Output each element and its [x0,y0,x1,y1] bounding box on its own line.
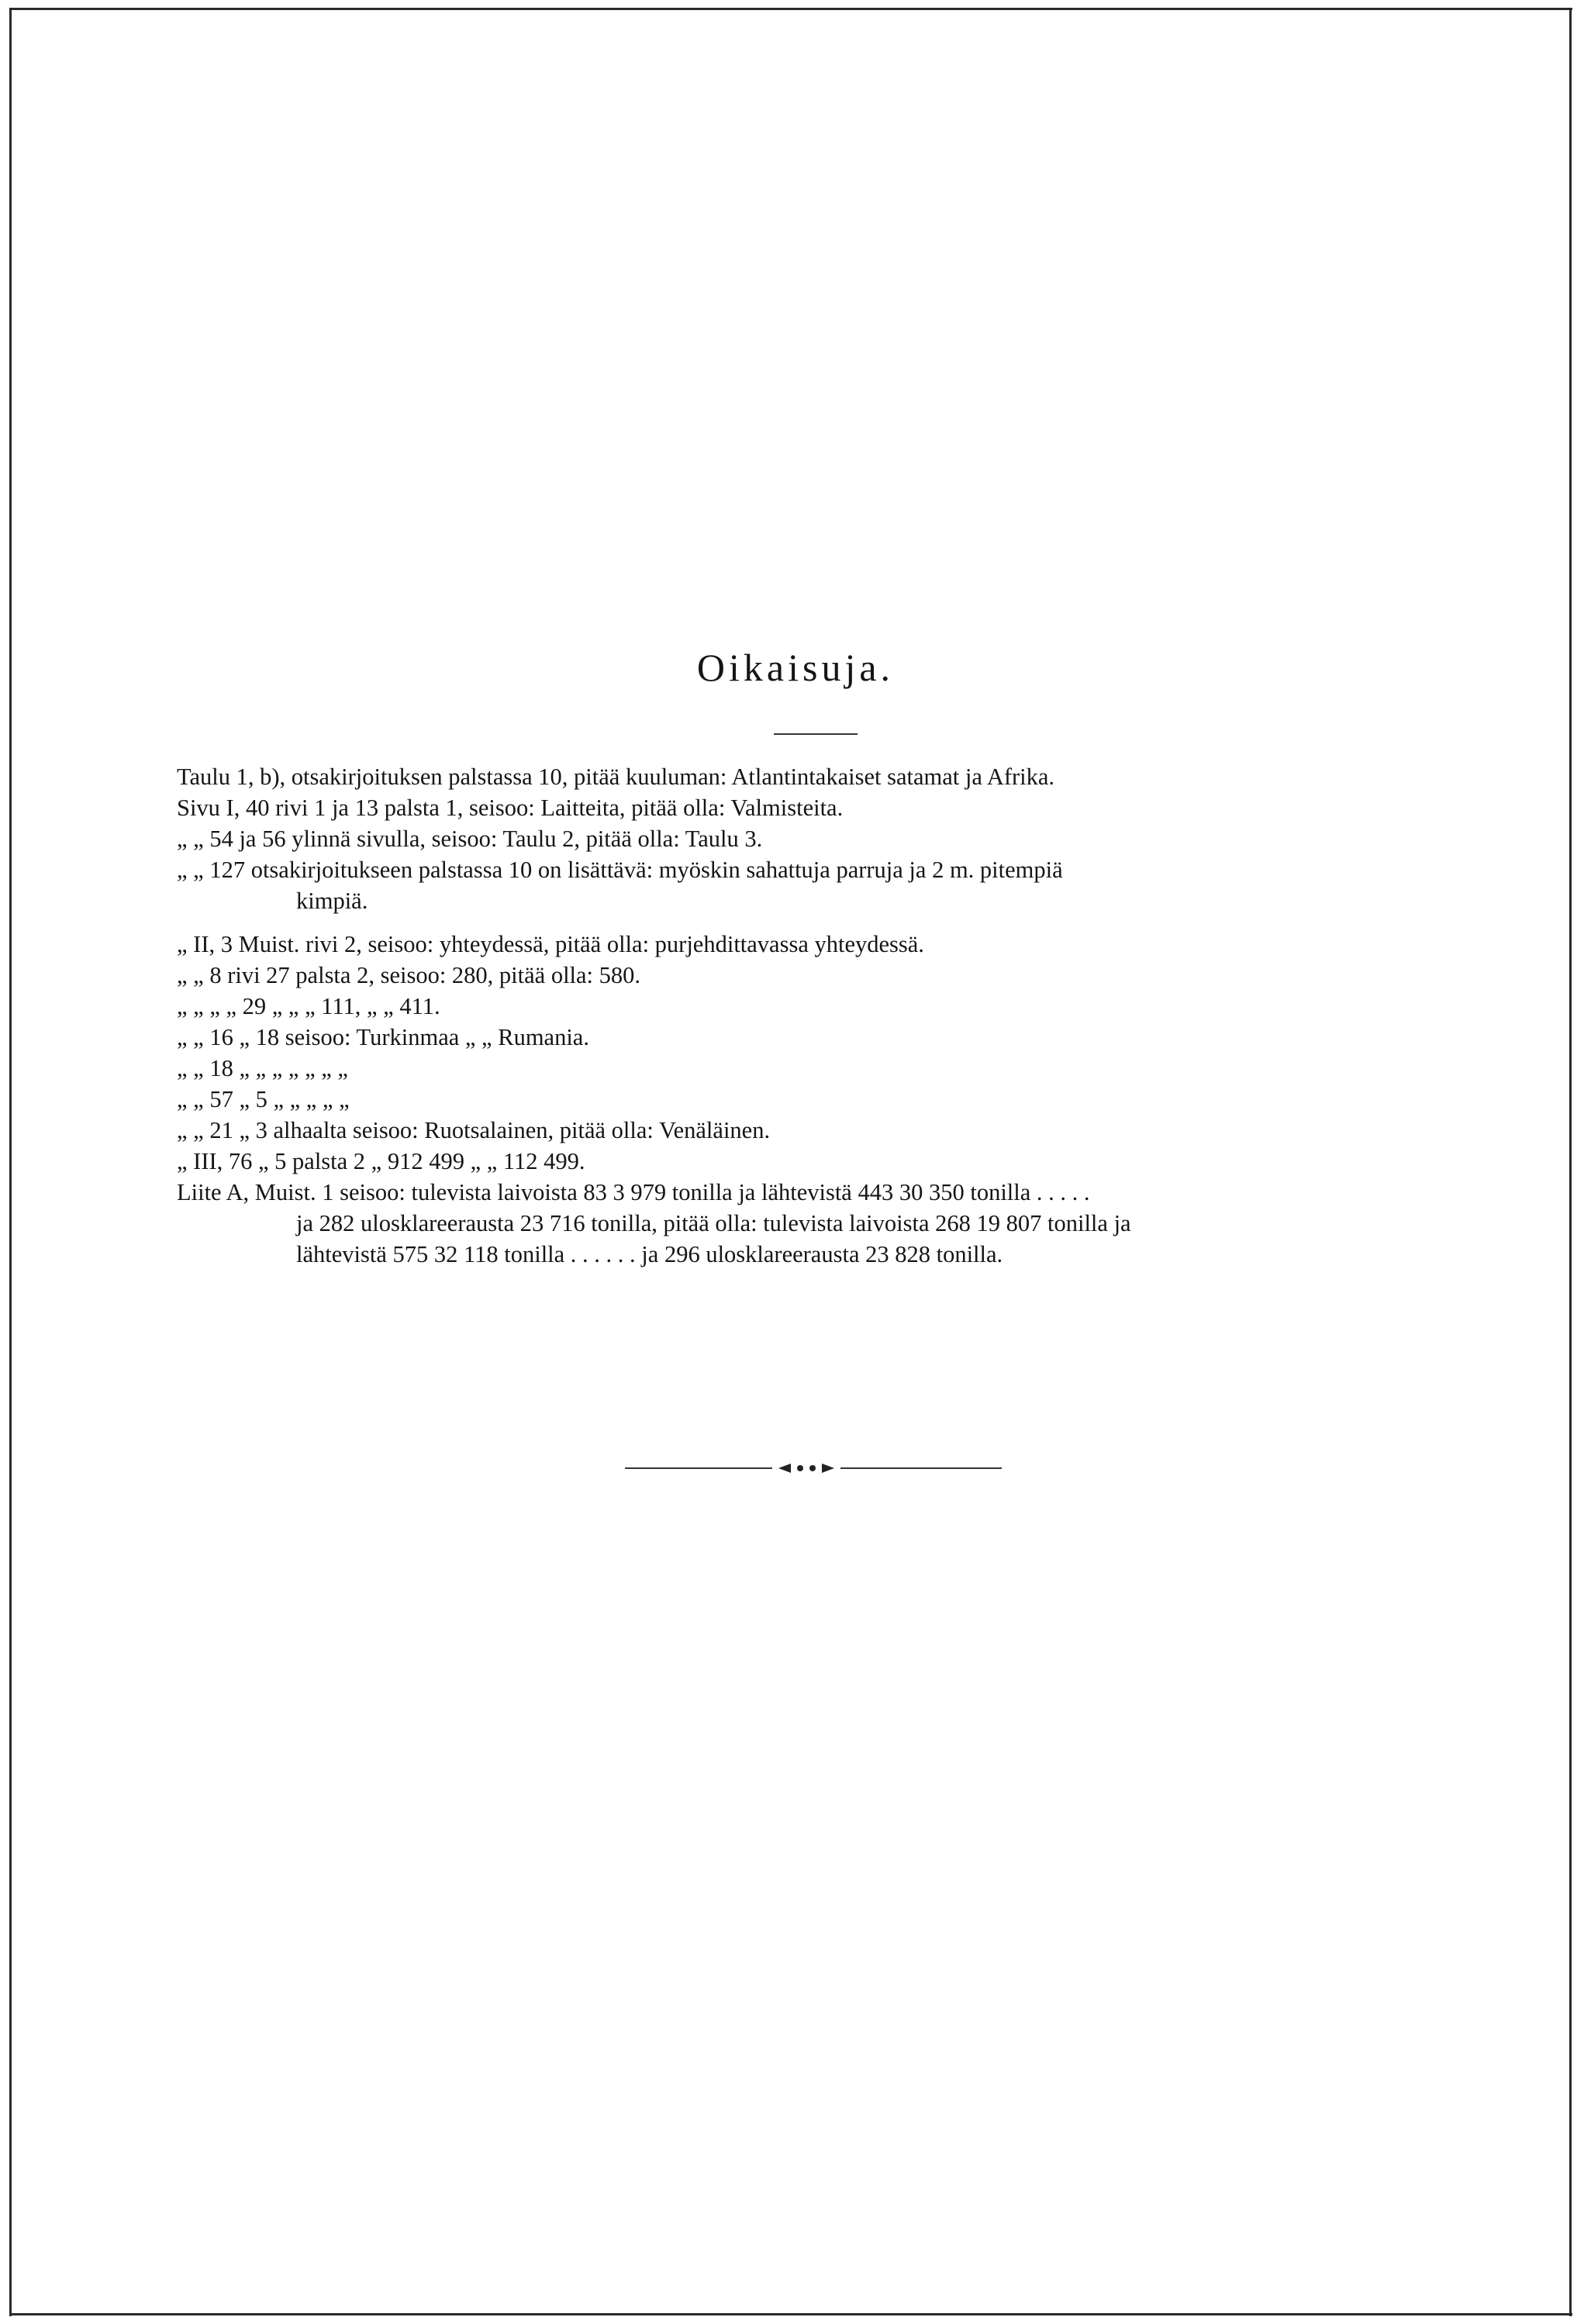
errata-line-57: „ „ 57 „ 5 „ „ „ „ „ [177,1086,350,1112]
page-border-top [9,8,1572,10]
errata-line-29: „ „ „ „ 29 „ „ „ 111, „ „ 411. [177,993,440,1019]
errata-line-taulu: Taulu 1, b), otsakirjoituksen palstassa 10, pitää kuuluman: Atlantintakaiset satamat ja Afrika. [177,764,1055,790]
page-border-bottom [9,2313,1572,2315]
errata-line-iii-76: „ III, 76 „ 5 palsta 2 „ 912 499 „ „ 112 499. [177,1148,585,1174]
page-border-right [1569,8,1572,2316]
errata-line-21: „ „ 21 „ 3 alhaalta seisoo: Ruotsalainen, pitää olla: Venäläinen. [177,1117,771,1143]
errata-line-127-continuation: kimpiä. [296,888,368,914]
title-divider [774,733,858,735]
errata-line-sivu-i-40: Sivu I, 40 rivi 1 ja 13 palsta 1, seisoo: Laitteita, pitää olla: Valmisteita. [177,795,844,821]
page-title: Oikaisuja. [696,646,895,689]
end-ornament-divider [625,1460,1002,1476]
errata-line-liite-a: Liite A, Muist. 1 seisoo: tulevista laivoista 83 3 979 tonilla ja lähtevistä 443 30 350 tonilla . . . . . [177,1179,1090,1205]
errata-line-127: „ „ 127 otsakirjoitukseen palstassa 10 on lisättävä: myöskin sahattuja parruja ja 2 m. pitempiä [177,857,1063,883]
errata-line-ii-3: „ II, 3 Muist. rivi 2, seisoo: yhteydessä, pitää olla: purjehdittavassa yhteydessä. [177,931,924,957]
errata-line-liite-a-continuation-1: ja 282 ulosklareerausta 23 716 tonilla, pitää olla: tulevista laivoista 268 19 807 tonilla ja [296,1210,1131,1236]
errata-line-18: „ „ 18 „ „ „ „ „ „ „ [177,1055,348,1081]
errata-line-ii-8: „ „ 8 rivi 27 palsta 2, seisoo: 280, pitää olla: 580. [177,962,641,988]
page-border-left [9,8,12,2316]
errata-line-liite-a-continuation-2: lähtevistä 575 32 118 tonilla . . . . . . ja 296 ulosklareerausta 23 828 tonilla. [296,1241,1003,1267]
errata-line-16: „ „ 16 „ 18 seisoo: Turkinmaa „ „ Rumania. [177,1024,589,1050]
errata-line-54-56: „ „ 54 ja 56 ylinnä sivulla, seisoo: Taulu 2, pitää olla: Taulu 3. [177,826,763,852]
